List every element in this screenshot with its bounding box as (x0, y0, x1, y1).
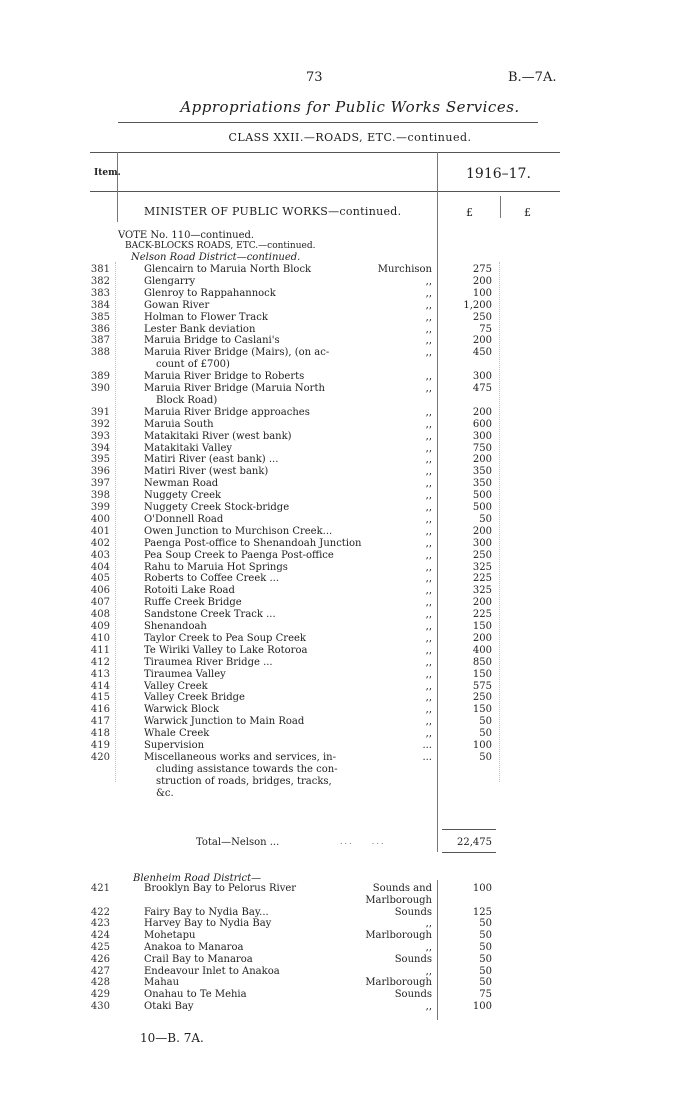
item-amount: 575 (472, 680, 492, 692)
item-amount: 300 (472, 537, 492, 549)
signature-mark: 10—B. 7A. (140, 1031, 204, 1045)
table-row (0, 478, 700, 490)
table-row (0, 395, 700, 407)
item-description: Harvey Bay to Nydia Bay (144, 918, 272, 930)
item-description: Tiraumea River Bridge ... (144, 656, 273, 668)
item-number: 406 (90, 585, 110, 597)
item-locality: ,, (425, 656, 432, 668)
table-row (0, 359, 700, 371)
page-number: 73 (306, 70, 323, 85)
item-amount: 250 (472, 692, 492, 704)
item-description: Tiraumea Valley (144, 668, 226, 680)
item-amount: 450 (472, 347, 492, 359)
table-row (0, 443, 700, 455)
item-description: &c. (156, 787, 174, 799)
item-number: 430 (90, 1001, 110, 1012)
item-locality: ,, (425, 430, 432, 442)
item-amount: 100 (472, 883, 492, 894)
table-row (0, 514, 700, 526)
item-description: Crail Bay to Manaroa (144, 953, 253, 965)
item-locality: Sounds (394, 989, 432, 1001)
item-number: 398 (90, 490, 110, 502)
item-number: 400 (90, 513, 110, 525)
item-description: Onahau to Te Mehia (144, 989, 247, 1001)
item-locality: ,, (425, 525, 432, 537)
item-number: 394 (90, 442, 110, 454)
item-amount: 200 (472, 454, 492, 466)
item-number: 427 (90, 965, 110, 977)
item-number: 395 (90, 454, 110, 466)
item-amount: 600 (472, 418, 492, 430)
item-column-header: Item. (94, 168, 121, 178)
item-number: 388 (90, 347, 110, 359)
item-locality: ,, (425, 466, 432, 478)
item-number: 402 (90, 537, 110, 549)
item-number: 408 (90, 609, 110, 621)
table-row (0, 562, 700, 574)
item-locality: ,, (425, 275, 432, 287)
vote-heading: VOTE No. 110—continued. (118, 230, 255, 241)
item-number: 407 (90, 597, 110, 609)
item-description: Matakitaki Valley (144, 442, 233, 454)
item-amount: 50 (479, 918, 492, 930)
item-amount: 150 (472, 621, 492, 632)
item-description: count of £700) (156, 359, 230, 371)
table-row (0, 1001, 700, 1013)
table-row (0, 609, 700, 621)
total-label: Total—Nelson ... (196, 837, 280, 848)
item-amount: 250 (472, 311, 492, 323)
item-amount: 325 (472, 561, 492, 573)
table-row (0, 907, 700, 919)
item-amount: 50 (479, 977, 492, 989)
item-amount: 50 (479, 728, 492, 740)
item-number: 403 (90, 549, 110, 561)
item-locality: ,, (425, 383, 432, 394)
item-locality: ,, (425, 406, 432, 418)
item-number: 384 (90, 299, 110, 311)
item-amount: 200 (472, 632, 492, 644)
table-row (0, 538, 700, 550)
item-description: Paenga Post-office to Shenandoah Junction (144, 537, 362, 549)
item-amount: 300 (472, 371, 492, 383)
item-locality: ,, (425, 371, 432, 383)
item-number: 410 (90, 632, 110, 644)
item-amount: 50 (479, 953, 492, 965)
item-number: 389 (90, 371, 110, 383)
item-amount: 50 (479, 513, 492, 525)
item-description: Maruia River Bridge (Maruia North (144, 383, 325, 394)
item-description: Warwick Junction to Main Road (144, 716, 305, 728)
item-description: Otaki Bay (144, 1001, 194, 1012)
item-amount: 50 (479, 965, 492, 977)
item-locality: ,, (425, 704, 432, 716)
item-locality: ,, (425, 597, 432, 609)
table-row (0, 764, 700, 776)
item-amount: 200 (472, 335, 492, 347)
table-row (0, 740, 700, 752)
table-row (0, 371, 700, 383)
item-number: 420 (90, 751, 110, 763)
item-locality: ,, (425, 692, 432, 704)
item-number: 392 (90, 418, 110, 430)
item-description: Matakitaki River (west bank) (144, 430, 292, 442)
table-row (0, 692, 700, 704)
item-number: 386 (90, 323, 110, 335)
item-description: Newman Road (144, 478, 219, 490)
table-row (0, 942, 700, 954)
back-blocks-heading: BACK-BLOCKS ROADS, ETC.—continued. (125, 241, 316, 251)
table-row (0, 621, 700, 633)
item-description: Roberts to Coffee Creek ... (144, 573, 280, 585)
item-amount: 100 (472, 1001, 492, 1012)
item-amount: 50 (479, 942, 492, 953)
item-locality: ,, (425, 478, 432, 490)
item-number: 426 (90, 953, 110, 965)
item-number: 382 (90, 275, 110, 287)
item-number: 404 (90, 561, 110, 573)
item-number: 397 (90, 478, 110, 490)
total-bottom-rule (442, 852, 496, 853)
item-locality: Murchison (377, 264, 432, 275)
item-number: 387 (90, 335, 110, 347)
item-amount: 475 (472, 383, 492, 394)
item-locality: ,, (425, 1001, 432, 1012)
item-amount: 500 (472, 490, 492, 502)
item-amount: 500 (472, 502, 492, 513)
item-description: Sandstone Creek Track ... (144, 609, 276, 621)
pound-sign: £ (524, 206, 531, 219)
item-description: Valley Creek Bridge (144, 692, 245, 704)
item-locality: ,, (425, 632, 432, 644)
item-number: 428 (90, 977, 110, 989)
item-amount: 50 (479, 751, 492, 763)
item-amount: 200 (472, 525, 492, 537)
table-row (0, 502, 700, 514)
item-locality: ,, (425, 418, 432, 430)
item-amount: 75 (479, 989, 492, 1001)
item-number: 422 (90, 906, 110, 918)
item-amount: 150 (472, 704, 492, 716)
item-locality: ,, (425, 311, 432, 323)
table-row (0, 347, 700, 359)
table-row (0, 526, 700, 538)
table-row (0, 633, 700, 645)
table-row (0, 597, 700, 609)
table-row (0, 300, 700, 312)
item-description: Glencairn to Maruia North Block (144, 264, 312, 275)
table-row (0, 288, 700, 300)
table-row (0, 752, 700, 764)
item-locality: ,, (425, 323, 432, 335)
table-row (0, 657, 700, 669)
item-description: Endeavour Inlet to Anakoa (144, 965, 280, 977)
table-row (0, 681, 700, 693)
item-number: 418 (90, 728, 110, 740)
table-row (0, 883, 700, 895)
item-amount: 150 (472, 668, 492, 680)
item-description: Anakoa to Manaroa (144, 942, 244, 953)
item-description: Rahu to Maruia Hot Springs (144, 561, 288, 573)
total-top-rule (442, 829, 496, 830)
item-description: Warwick Block (144, 704, 219, 716)
item-locality: ,, (425, 454, 432, 466)
item-description: Supervision (144, 740, 205, 751)
item-amount: 750 (472, 442, 492, 454)
item-amount: 100 (472, 740, 492, 751)
item-number: 411 (90, 644, 110, 656)
item-description: Rotoiti Lake Road (144, 585, 235, 597)
item-description: Maruia Bridge to Caslani's (144, 335, 280, 347)
item-locality: ,, (425, 728, 432, 740)
item-description: Mohetapu (144, 930, 196, 942)
item-locality: ... (422, 751, 432, 763)
item-number: 383 (90, 287, 110, 299)
item-locality: ,, (425, 609, 432, 621)
item-description: Matiri River (east bank) ... (144, 454, 279, 466)
pound-sign: £ (466, 206, 473, 219)
item-number: 423 (90, 918, 110, 930)
item-amount: 300 (472, 430, 492, 442)
item-amount: 250 (472, 549, 492, 561)
item-locality: ,, (425, 942, 432, 953)
item-description: Taylor Creek to Pea Soup Creek (144, 632, 306, 644)
item-locality: ,, (425, 561, 432, 573)
item-locality: ,, (425, 573, 432, 585)
minister-heading: MINISTER OF PUBLIC WORKS—continued. (144, 205, 402, 218)
item-number: 419 (90, 740, 110, 751)
table-row (0, 669, 700, 681)
item-locality: Sounds and (372, 883, 432, 894)
table-row (0, 383, 700, 395)
item-number: 417 (90, 716, 110, 728)
item-locality: ,, (425, 537, 432, 549)
table-row (0, 954, 700, 966)
item-amount: 225 (472, 573, 492, 585)
item-amount: 225 (472, 609, 492, 621)
item-description: Maruia River Bridge to Roberts (144, 371, 305, 383)
table-row (0, 454, 700, 466)
blenheim-heading: Blenheim Road District— (133, 873, 262, 884)
item-amount: 50 (479, 716, 492, 728)
table-row (0, 728, 700, 740)
table-row (0, 977, 700, 989)
item-number: 399 (90, 502, 110, 513)
item-amount: 275 (472, 264, 492, 275)
item-description: Lester Bank deviation (144, 323, 256, 335)
page-title: Appropriations for Public Works Services. (180, 98, 520, 116)
item-amount: 50 (479, 930, 492, 942)
item-description: Maruia River Bridge approaches (144, 406, 310, 418)
item-amount: 200 (472, 275, 492, 287)
table-row (0, 704, 700, 716)
item-number: 425 (90, 942, 110, 953)
table-row (0, 776, 700, 788)
item-description: Holman to Flower Track (144, 311, 268, 323)
amount-column-divider-lower (437, 880, 438, 1020)
item-number: 396 (90, 466, 110, 478)
item-locality: ,, (425, 335, 432, 347)
table-row (0, 573, 700, 585)
table-top-rule (90, 152, 560, 153)
item-number: 424 (90, 930, 110, 942)
item-description: Glengarry (144, 275, 196, 287)
item-description: Valley Creek (144, 680, 208, 692)
item-description: Ruffe Creek Bridge (144, 597, 242, 609)
year-column-header: 1916–17. (466, 166, 531, 182)
total-dots: ... ... (340, 837, 386, 846)
item-description: cluding assistance towards the con- (156, 763, 338, 775)
item-locality: ... (422, 740, 432, 751)
item-amount: 350 (472, 478, 492, 490)
item-description: Te Wiriki Valley to Lake Rotoroa (144, 644, 308, 656)
table-row (0, 645, 700, 657)
item-locality: ,, (425, 513, 432, 525)
total-amount: 22,475 (457, 837, 492, 848)
item-description: Nuggety Creek Stock-bridge (144, 502, 290, 513)
table-row (0, 335, 700, 347)
item-number: 385 (90, 311, 110, 323)
table-row (0, 918, 700, 930)
item-description: O'Donnell Road (144, 513, 224, 525)
item-number: 390 (90, 383, 110, 394)
item-locality: ,, (425, 965, 432, 977)
item-description: Pea Soup Creek to Paenga Post-office (144, 549, 334, 561)
item-number: 393 (90, 430, 110, 442)
item-locality: ,, (425, 490, 432, 502)
item-locality: ,, (425, 644, 432, 656)
table-row (0, 716, 700, 728)
item-number: 416 (90, 704, 110, 716)
item-locality: ,, (425, 287, 432, 299)
item-number: 391 (90, 406, 110, 418)
item-amount: 325 (472, 585, 492, 597)
item-number: 412 (90, 656, 110, 668)
item-amount: 350 (472, 466, 492, 478)
item-number: 409 (90, 621, 110, 632)
item-amount: 200 (472, 406, 492, 418)
item-locality: Sounds (394, 906, 432, 918)
item-description: Matiri River (west bank) (144, 466, 269, 478)
item-locality: ,, (425, 442, 432, 454)
item-locality: ,, (425, 680, 432, 692)
item-description: Brooklyn Bay to Pelorus River (144, 883, 297, 894)
pound-column-divider (500, 196, 501, 218)
item-locality: ,, (425, 347, 432, 359)
table-row (0, 407, 700, 419)
item-description: Maruia River Bridge (Mairs), (on ac- (144, 347, 330, 359)
table-row (0, 585, 700, 597)
item-description: Mahau (144, 977, 180, 989)
item-number: 413 (90, 668, 110, 680)
item-amount: 125 (472, 906, 492, 918)
item-amount: 850 (472, 656, 492, 668)
table-row (0, 419, 700, 431)
item-locality: Marlborough (365, 894, 432, 906)
document-reference: B.—7A. (508, 70, 557, 85)
item-description: Nuggety Creek (144, 490, 222, 502)
item-description: Miscellaneous works and services, in- (144, 751, 336, 763)
item-description: Shenandoah (144, 621, 207, 632)
item-amount: 400 (472, 644, 492, 656)
item-locality: Marlborough (365, 977, 432, 989)
table-row (0, 895, 700, 907)
item-locality: Marlborough (365, 930, 432, 942)
district-heading: Nelson Road District—continued. (131, 252, 301, 263)
item-number: 405 (90, 573, 110, 585)
table-row (0, 431, 700, 443)
item-description: Owen Junction to Murchison Creek... (144, 525, 333, 537)
table-row (0, 550, 700, 562)
item-amount: 100 (472, 287, 492, 299)
item-locality: ,, (425, 549, 432, 561)
table-row (0, 966, 700, 978)
item-number: 429 (90, 989, 110, 1001)
table-row (0, 324, 700, 336)
item-description: Glenroy to Rappahannock (144, 287, 276, 299)
item-description: Block Road) (156, 394, 218, 406)
table-row (0, 788, 700, 800)
item-amount: 75 (479, 323, 492, 335)
item-locality: ,, (425, 502, 432, 513)
item-description: Fairy Bay to Nydia Bay... (144, 906, 269, 918)
item-number: 381 (90, 264, 110, 275)
item-locality: ,, (425, 299, 432, 311)
item-column-divider (117, 152, 118, 222)
item-description: struction of roads, bridges, tracks, (156, 775, 332, 787)
table-row (0, 466, 700, 478)
item-locality: Sounds (394, 953, 432, 965)
class-heading: CLASS XXII.—ROADS, ETC.—continued. (228, 131, 472, 144)
table-head-rule (90, 191, 560, 192)
item-number: 414 (90, 680, 110, 692)
table-row (0, 930, 700, 942)
item-amount: 200 (472, 597, 492, 609)
item-locality: ,, (425, 621, 432, 632)
title-rule (118, 122, 538, 123)
item-locality: ,, (425, 585, 432, 597)
table-row (0, 989, 700, 1001)
item-description: Maruia South (144, 418, 214, 430)
item-amount: 1,200 (463, 299, 492, 311)
table-row (0, 276, 700, 288)
table-row (0, 490, 700, 502)
item-number: 401 (90, 525, 110, 537)
item-description: Whale Creek (144, 728, 210, 740)
item-description: Gowan River (144, 299, 210, 311)
item-locality: ,, (425, 668, 432, 680)
item-locality: ,, (425, 716, 432, 728)
item-number: 421 (90, 883, 110, 894)
item-number: 415 (90, 692, 110, 704)
item-locality: ,, (425, 918, 432, 930)
table-row (0, 264, 700, 276)
table-row (0, 312, 700, 324)
